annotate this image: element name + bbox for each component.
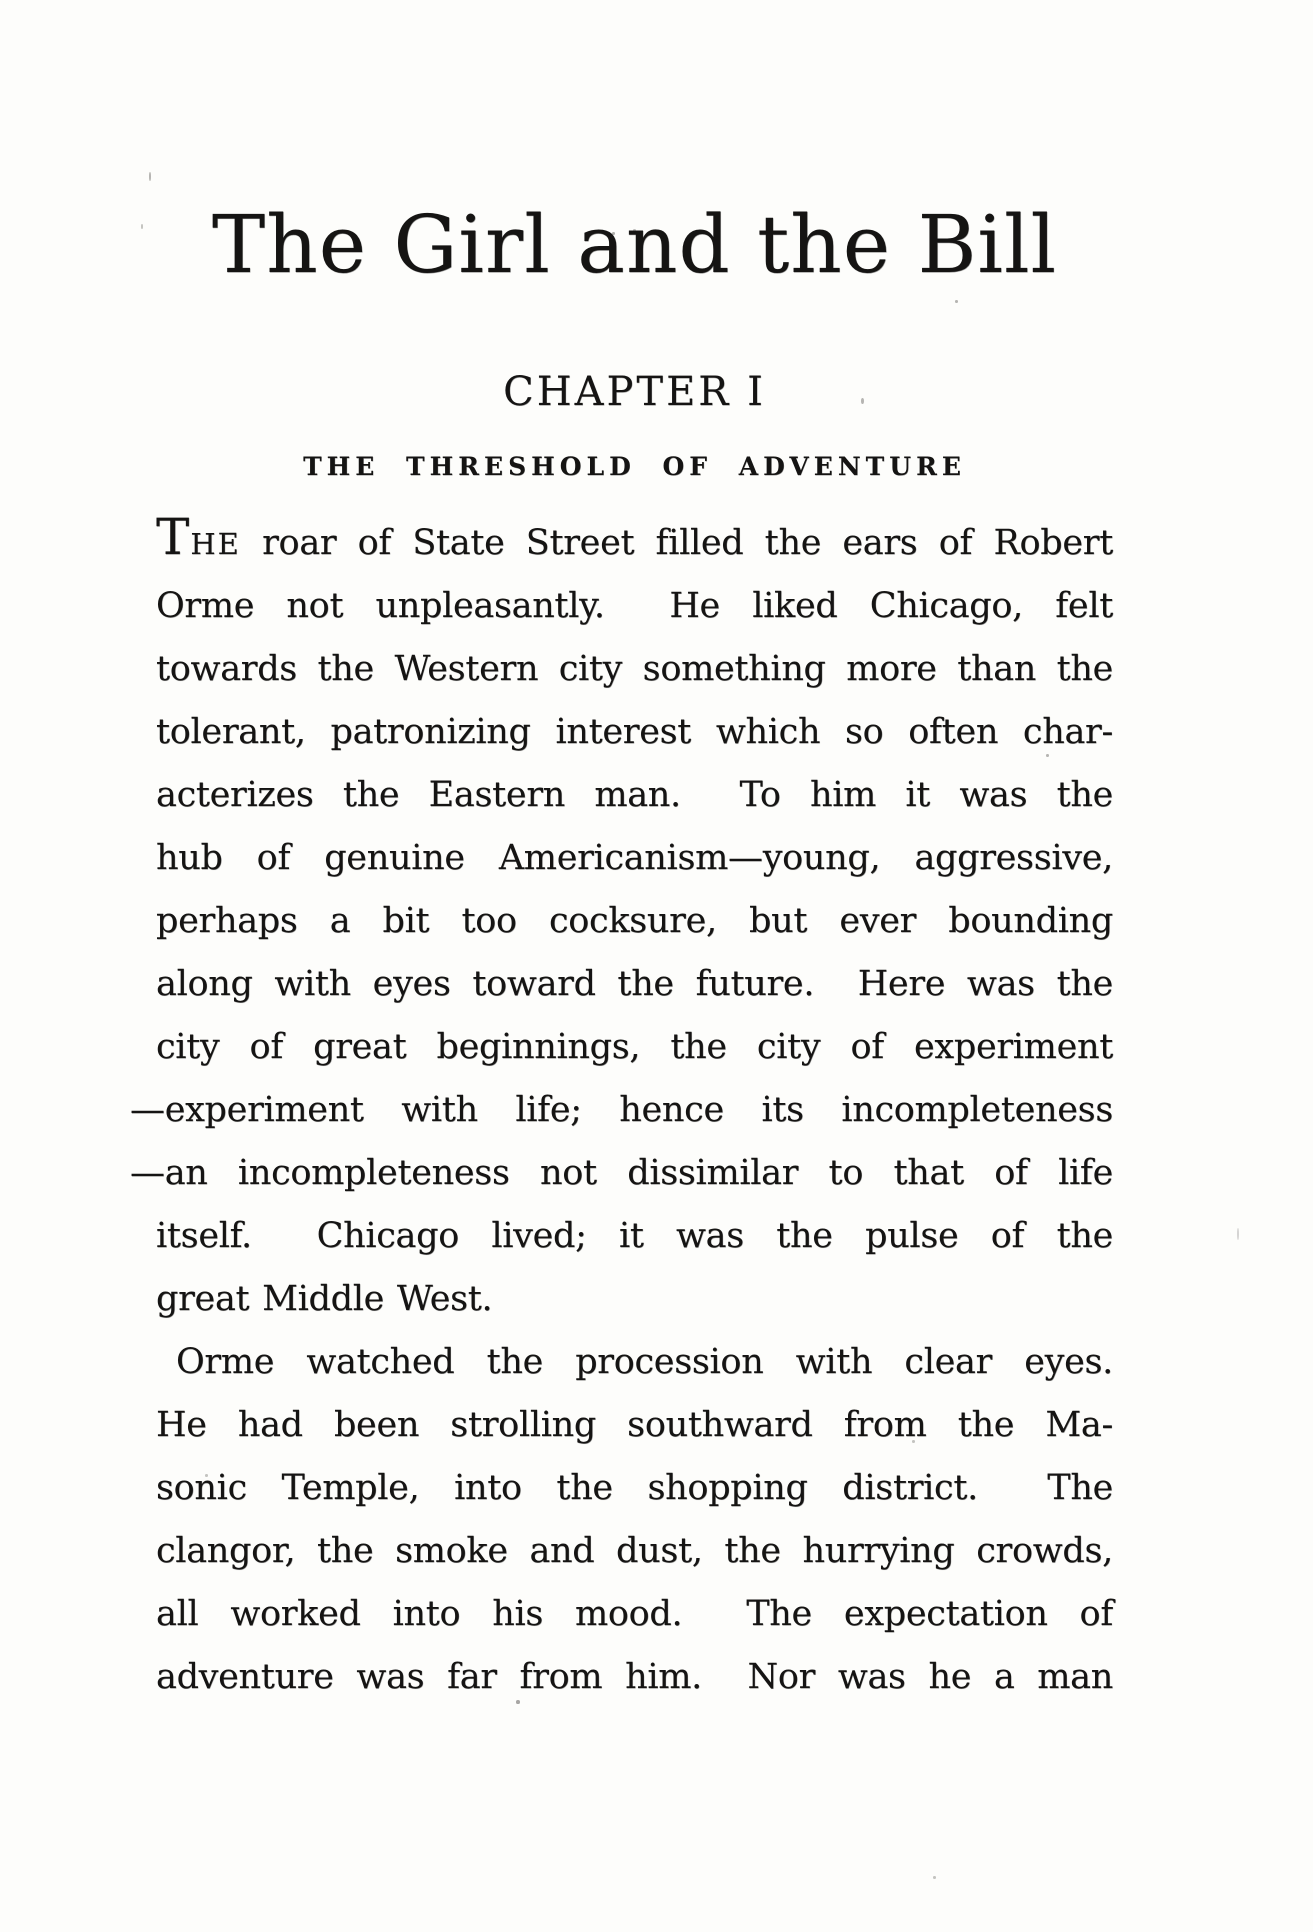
body-line: tolerant, patronizing interest which so often char- [156, 712, 1113, 752]
scan-speck [933, 1876, 936, 1879]
body-line: hub of genuine Americanism—young, aggressive, [156, 838, 1113, 878]
body-line: itself. Chicago lived; it was the pulse of the [156, 1216, 1113, 1256]
body-line: great Middle West. [156, 1279, 493, 1319]
body-line: He had been strolling southward from the Ma- [156, 1405, 1113, 1445]
body-line: adventure was far from him. Nor was he a man [156, 1657, 1113, 1697]
book-title: The Girl and the Bill [211, 198, 1058, 291]
scan-speck [955, 300, 958, 303]
body-line: THE roar of State Street filled the ears of Robert [156, 508, 1113, 566]
body-line: Orme watched the procession with clear eyes. [176, 1342, 1113, 1382]
chapter-heading: CHAPTER I [503, 369, 766, 415]
scan-speck [141, 224, 143, 229]
body-line: —experiment with life; hence its incompleteness [130, 1090, 1113, 1130]
body-text [130, 508, 1113, 1709]
body-line: towards the Western city something more than the [156, 649, 1113, 689]
lead-capital: T [156, 508, 191, 566]
body-line: city of great beginnings, the city of experiment [156, 1027, 1113, 1067]
body-line: —an incompleteness not dissimilar to that of life [130, 1153, 1113, 1193]
body-line: perhaps a bit too cocksure, but ever bounding [156, 901, 1113, 941]
body-line: all worked into his mood. The expectation of [156, 1594, 1113, 1634]
scan-speck [149, 172, 151, 181]
body-line: acterizes the Eastern man. To him it was the [156, 775, 1113, 815]
body-line: sonic Temple, into the shopping district. The [156, 1468, 1113, 1508]
body-line: clangor, the smoke and dust, the hurrying crowds, [156, 1531, 1113, 1571]
lead-smallcaps: HE [190, 527, 241, 561]
chapter-subtitle: THE THRESHOLD OF ADVENTURE [303, 452, 966, 481]
body-line: along with eyes toward the future. Here was the [156, 964, 1113, 1004]
body-line: Orme not unpleasantly. He liked Chicago, felt [156, 586, 1113, 626]
scan-speck [1237, 1228, 1239, 1240]
